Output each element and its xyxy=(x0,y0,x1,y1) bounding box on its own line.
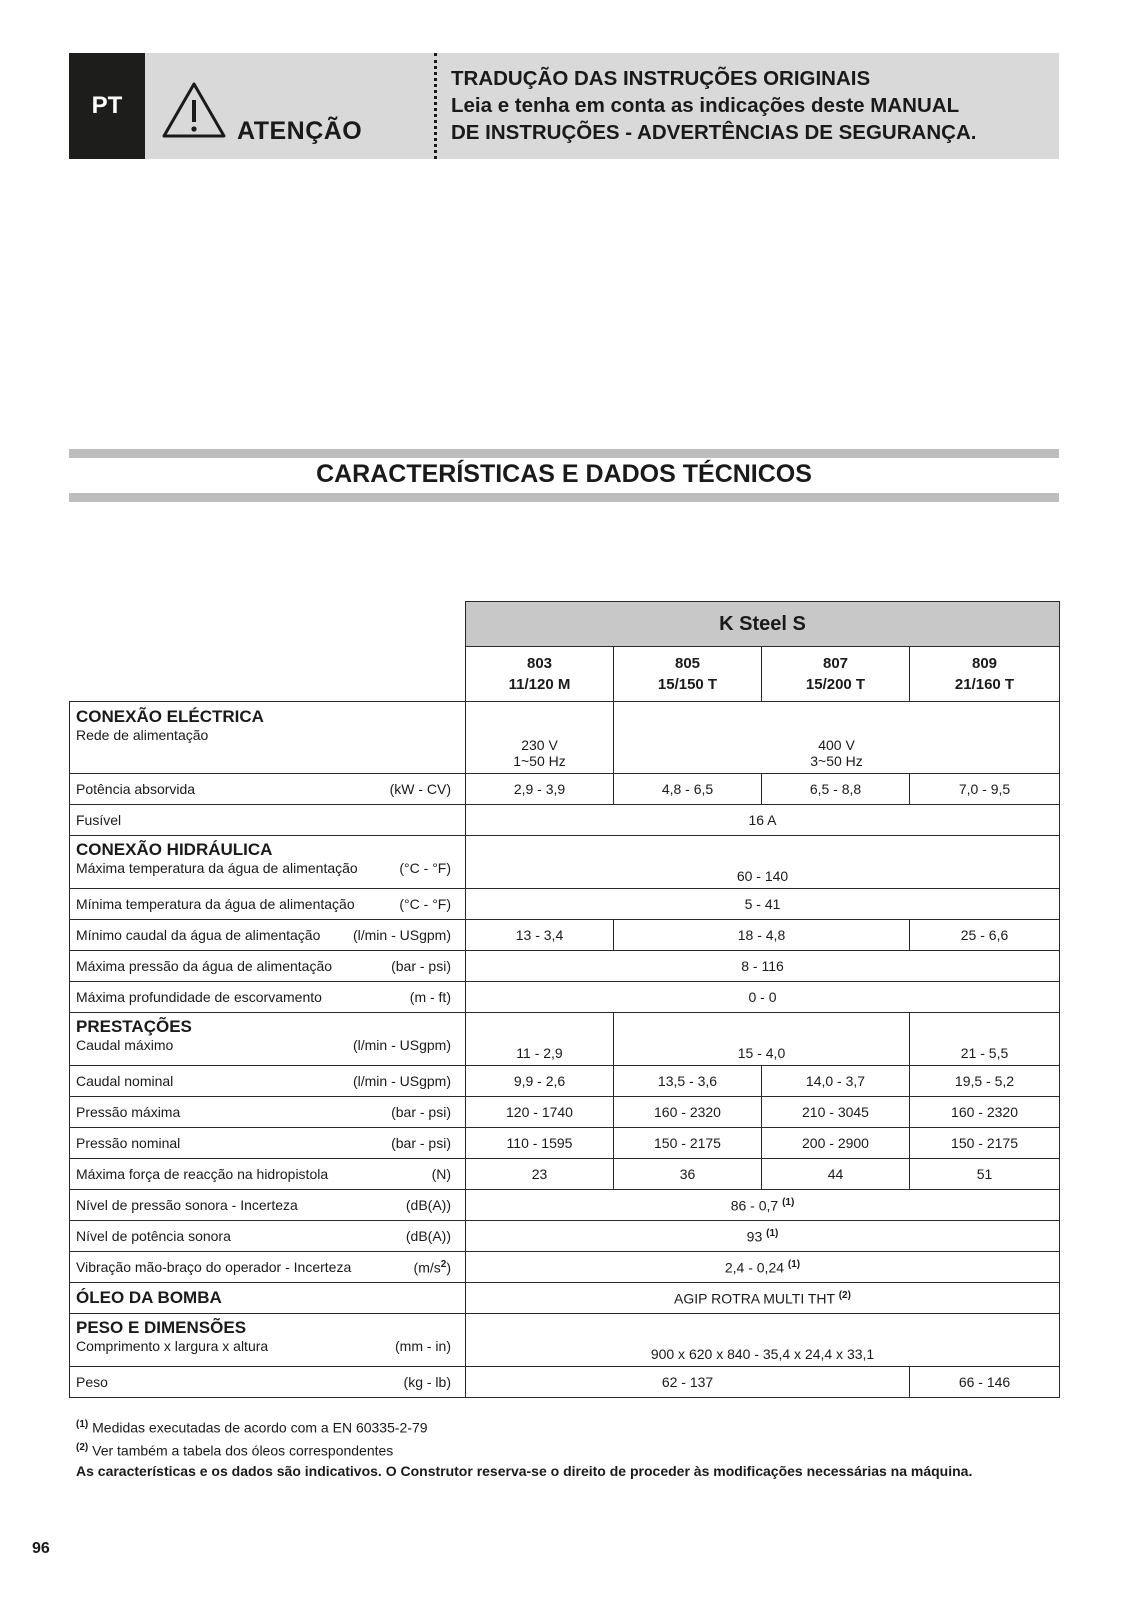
warning-triangle-icon xyxy=(161,81,227,139)
group-oil: ÓLEO DA BOMBA xyxy=(76,1288,222,1307)
banner-divider xyxy=(434,53,437,159)
table-row: Nível de pressão sonora - Incerteza (dB(A)) 86 - 0,7 $^{(1)}$ xyxy=(70,1190,1060,1221)
disclaimer: As características e os dados são indicativos. O Construtor reserva-se o direito de proceder às modificações necessárias na máquina. xyxy=(76,1463,973,1480)
banner-line-2: Leia e tenha em conta as indicações deste MANUAL xyxy=(451,94,960,117)
section-title: CARACTERÍSTICAS E DADOS TÉCNICOS xyxy=(316,460,812,488)
table-row: Máxima pressão da água de alimentação (bar - psi) 8 - 116 xyxy=(70,951,1060,982)
table-row: Fusível 16 A xyxy=(70,805,1060,836)
column-805: 805 15/150 T xyxy=(614,647,762,702)
table-row: CONEXÃO HIDRÁULICA Máxima temperatura da água de alimentação (°C - °F) 60 - 140 xyxy=(70,836,1060,889)
table-row: Mínima temperatura da água de alimentação (°C - °F) 5 - 41 xyxy=(70,889,1060,920)
title-rule-bottom xyxy=(69,493,1059,502)
table-row: Máxima profundidade de escorvamento (m - ft) 0 - 0 xyxy=(70,982,1060,1013)
banner-line-1: TRADUÇÃO DAS INSTRUÇÕES ORIGINAIS xyxy=(451,67,871,90)
language-code: PT xyxy=(69,53,145,159)
model-header: K Steel S xyxy=(466,602,1060,647)
group-hydraulic: CONEXÃO HIDRÁULICA xyxy=(76,840,273,859)
group-performance: PRESTAÇÕES xyxy=(76,1017,192,1036)
table-row: ÓLEO DA BOMBA AGIP ROTRA MULTI THT $^{(2)}$ xyxy=(70,1283,1060,1314)
column-809: 809 21/160 T xyxy=(910,647,1060,702)
table-row: Potência absorvida (kW - CV) 2,9 - 3,9 4,8 - 6,5 6,5 - 8,8 7,0 - 9,5 xyxy=(70,774,1060,805)
column-807: 807 15/200 T xyxy=(762,647,910,702)
table-row: Peso (kg - lb) 62 - 137 66 - 146 xyxy=(70,1367,1060,1398)
footnote-2: $^{(2)}$ Ver também a tabela dos óleos correspondentes xyxy=(76,1441,394,1459)
table-row: Mínimo caudal da água de alimentação (l/min - USgpm) 13 - 3,4 18 - 4,8 25 - 6,6 xyxy=(70,920,1060,951)
table-row: Caudal nominal (l/min - USgpm) 9,9 - 2,6 13,5 - 3,6 14,0 - 3,7 19,5 - 5,2 xyxy=(70,1066,1060,1097)
group-weight: PESO E DIMENSÕES xyxy=(76,1318,247,1337)
table-row: Máxima força de reacção na hidropistola (N) 23 36 44 51 xyxy=(70,1159,1060,1190)
table-row: PRESTAÇÕES Caudal máximo (l/min - USgpm) 11 - 2,9 15 - 4,0 21 - 5,5 xyxy=(70,1013,1060,1066)
table-row: PESO E DIMENSÕES Comprimento x largura x altura (mm - in) 900 x 620 x 840 - 35,4 x 24,4 x 33,1 xyxy=(70,1314,1060,1367)
table-row: Vibração mão-braço do operador - Incerteza $(m/s^2)$ 2,4 - 0,24 $^{(1)}$ xyxy=(70,1252,1060,1283)
page-number: 96 xyxy=(32,1540,50,1557)
table-row: Pressão nominal (bar - psi) 110 - 1595 150 - 2175 200 - 2900 150 - 2175 xyxy=(70,1128,1060,1159)
title-rule-top xyxy=(69,449,1059,458)
table-row: Pressão máxima (bar - psi) 120 - 1740 160 - 2320 210 - 3045 160 - 2320 xyxy=(70,1097,1060,1128)
group-electric: CONEXÃO ELÉCTRICA xyxy=(76,707,264,726)
technical-data-table xyxy=(69,601,1060,1398)
safety-banner xyxy=(69,53,1059,159)
banner-text xyxy=(451,65,1051,146)
table-row: CONEXÃO ELÉCTRICA Rede de alimentação 230 V 1~50 Hz 400 V 3~50 Hz xyxy=(70,702,1060,774)
row-label: Rede de alimentação xyxy=(76,727,209,743)
warning-label: ATENÇÃO xyxy=(237,117,363,145)
footnote-1: $^{(1)}$ Medidas executadas de acordo com a EN 60335-2-79 xyxy=(76,1419,428,1436)
table-row: Nível de potência sonora (dB(A)) 93 $^{(1)}$ xyxy=(70,1221,1060,1252)
column-803: 803 11/120 M xyxy=(466,647,614,702)
banner-line-3: DE INSTRUÇÕES - ADVERTÊNCIAS DE SEGURANÇA. xyxy=(451,121,977,144)
footnotes xyxy=(76,1415,1056,1481)
